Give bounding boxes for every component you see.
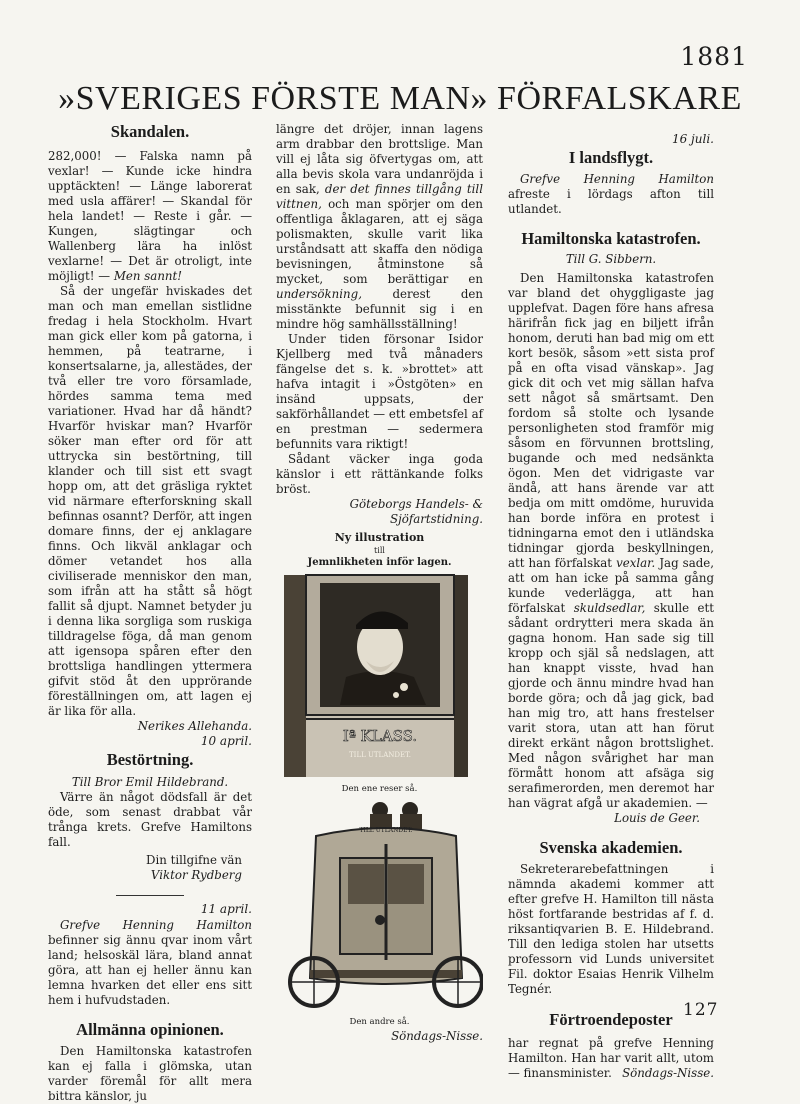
page-title: »SVERIGES FÖRSTE MAN» FÖRFALSKARE	[58, 80, 742, 117]
heading-hamiltonska-katastrofen: Hamiltonska katastrofen.	[521, 229, 701, 248]
column-2	[276, 122, 483, 1044]
col2-source: Göteborgs Handels- & Sjöfartstidning.	[349, 497, 483, 526]
hamkat-text: Den Hamiltonska katastrofen var bland det ohyggligaste jag upplefvat. Dagen före hans afresa härifrån fick jag en biljett ifrån honom, deruti han bad mig om ett kort besök, såsom »ett sista prof på en ofta visad vänskap». Jag gick dit och vet mig sällan hafva sett något så smärtsamt. Den fordom så stolte och lysande personligheten stod framför mig såsom en förvunnen brottsling, bugande och med nedsänkta ögon. Men det vidrigaste var ändå, att hans ärende var att bedja om mitt omdöme, huruvida han borde införa en protest i tidningarna emot den i utländska tidningar gjorda beskyllningen, att han förfalskat vexlar. Jag sade, att om han icke på samma gång kunde vederlägga, att han förfalskat skuldsedlar, skulle ett sådant ordrytteri mera skada än gagna honom. Han sade sig till kropp och själ så nedslagen, att han knappt visste, hvad han gjorde och ännu mindre hvad han borde göra; och då jag gick, bad han mig tro, att hans frestelser varit stora, utan att han förut direkt erkänt någon brottslighet. Med någon svårighet har man förmått honom att afsäga sig serafimerorden, men deremot har han vägrat afgå ur akademien. —	[508, 271, 715, 810]
skandalen-paragraph-2: Så der ungefär hviskades det man och man emellan sistlidne fredag i hela Stockholm. Hvart man gick eller kom på gatorna, i hemmen, på teatrarne, i konsertsalarne, ja, allestädes, der två eller tre voro församlade, hördes samma tema med variationer. Hvad har då händt? Hvarför hviskar man? Hvarför söker man efter ord för att uttrycka sin bestörtning, till klander och till sist ett svagt hopp om, att det gräsliga ryktet vid närmare efterforskning skall befinnas osannt? Derför, att ingen domare finns, der ej anklagare finns. Och likväl anklagar och dömer vetandet hos alla civiliserade menniskor den man, som ifrån att ha stått så högt fallit så djupt. Namnet betyder ju i denna lika sorgliga som ruskiga tilldragelse föga, då man genom att igensopa spåren efter den brottsliga handlingen yttermera gifvit stöd åt den upprörande föreställningen om, att lagen ej är lika för alla. Nerikes Allehanda.	[48, 284, 252, 733]
bestortning-recipient: Till Bror Emil Hildebrand.	[71, 775, 229, 789]
illustration-title: Ny illustration	[334, 531, 425, 544]
heading-svenska-akademien: Svenska akademien.	[539, 838, 683, 857]
heading-bestortning: Bestörtning.	[106, 750, 194, 769]
column-1	[48, 122, 252, 1104]
col2-paragraph-3: Sådant väcker inga goda känslor i ett rättänkande folks bröst.	[276, 452, 483, 496]
col2-source-2: Söndags-Nisse.	[391, 1029, 483, 1043]
skandalen-source: Nerikes Allehanda.	[137, 719, 252, 733]
heading-fortroendeposter: Förtroendeposter	[549, 1010, 673, 1029]
fortroende-text: har regnat på grefve Henning Hamilton. Han har varit allt, utom — finansminister. Söndags-Nisse.	[508, 1036, 714, 1080]
bestortning-signature: Viktor Rydberg	[150, 868, 242, 882]
illustration-subtitle: Jemnlikheten inför lagen.	[307, 557, 452, 568]
landsflygt-text: Grefve Henning Hamilton afreste i lördags afton till utlandet.	[508, 172, 714, 216]
allmanna-text: Den Hamiltonska katastrofen kan ej falla i glömska, utan varder föremål för allt mera bittra känslor, ju	[48, 1044, 252, 1103]
date-11-april: 11 april.	[200, 902, 252, 916]
caption-2: Den andre så.	[349, 1017, 410, 1027]
date-16-juli: 16 juli.	[671, 132, 714, 146]
heading-skandalen: Skandalen.	[110, 122, 190, 141]
april11-text: Grefve Henning Hamilton befinner sig ännu qvar inom vårt land; helsoskäl lära, bland annat göra, att han ej heller ännu kan lemna hvarken det eller ens sitt hem i hufvudstaden.	[48, 918, 252, 1007]
bestortning-text: Värre än något dödsfall är det öde, som senast drabbat vår trånga krets. Grefve Hamiltons fall.	[48, 790, 252, 849]
carriage-window-illustration	[276, 569, 483, 781]
carriage-class-sign: Iª KLASS.	[342, 727, 418, 745]
page-number: 127	[683, 1000, 719, 1020]
skandalen-text: 282,000! — Falska namn på vexlar! — Kunde icke hindra upptäckten! — Länge laborerat med usla affärer! — Skandal för hela landet! — Reste i går. — Kungen, slägtingar och Wallenberg lära ha inlöst vexlarne! — Det är otroligt, inte möjligt! — Men sannt!	[48, 149, 252, 283]
illustration-till: till	[374, 546, 385, 555]
heading-i-landsflygt: I landsflygt.	[568, 148, 654, 167]
akad-text: Sekreterarebefattningen i nämnda akademi kommer att efter grefve H. Hamilton till nästa höst fortfarande bestridas af f. d. riksantiqvarien B. E. Hildebrand. Till den lediga stolen har utsetts professorn vid Lunds universitet Fil. doktor Esaias Henrik Vilhelm Tegnér.	[508, 862, 714, 996]
bestortning-closing: Din tillgifne vän	[146, 853, 242, 867]
col2-paragraph-2: Under tiden försonar Isidor Kjellberg med två månaders fängelse det s. k. »brottet» att hafva intagit i »Östgöten» en insänd uppsats, der sakförhållandet — ett embetsfel af en prestman — sedermera befunnits vara riktigt!	[276, 332, 483, 451]
divider	[116, 895, 184, 896]
carriage-destination: TILL UTLANDET.	[349, 751, 411, 759]
year-header: 1881	[680, 42, 748, 71]
caption-1: Den ene reser så.	[341, 784, 418, 794]
column-3	[508, 132, 714, 1081]
coach-sign: TILL UTLANDET.	[359, 827, 413, 834]
heading-allmanna-opinionen: Allmänna opinionen.	[76, 1020, 224, 1039]
hamkat-signature: Louis de Geer.	[614, 811, 700, 825]
skandalen-sannt: Men sannt!	[113, 269, 183, 283]
hamkat-recipient: Till G. Sibbern.	[565, 252, 657, 266]
date-10-april: 10 april.	[200, 734, 252, 748]
stagecoach-illustration	[276, 800, 483, 1014]
col2-paragraph-1: längre det dröjer, innan lagens arm drabbar den brottslige. Man vill ej låta sig öfvertygas om, att alla bevis skola vara undanröjda i en sak, der det finnes tillgång till vittnen, och man spörjer om den offentliga åklagaren, att ej säga polismakten, skulle varit lika urståndsatt att skaffa den nödiga bevisningen, åtminstone så mycket, som berättigar en undersökning, derest den misstänkte befunnit sig i en mindre hög samhällsställning!	[276, 122, 484, 331]
